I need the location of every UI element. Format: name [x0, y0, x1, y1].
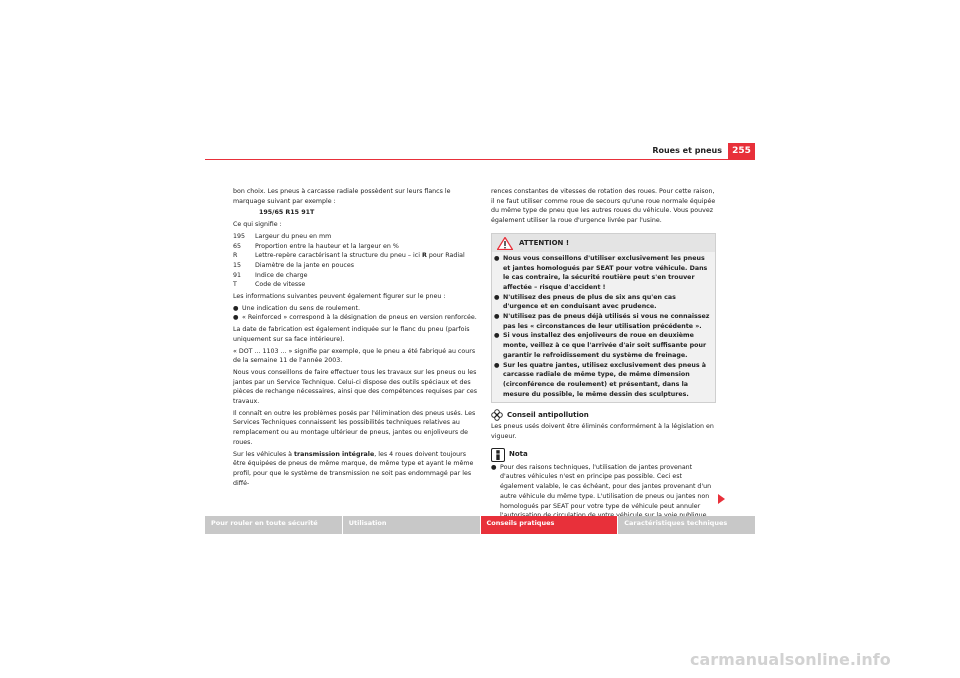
- definition-text: Code de vitesse: [255, 281, 306, 289]
- attention-text: Si vous installez des enjoliveurs de roue en deuxième monte, veillez à ce que l'arrivée d'air soit suffisante pour garantir le refroidissement du système de freinage.: [503, 332, 707, 359]
- tab-safety[interactable]: Pour rouler en toute sécurité: [205, 516, 343, 534]
- definition-item: [233, 251, 479, 261]
- definition-text-before: Lettre-repère caractérisant la structure du pneu – ici: [255, 252, 422, 260]
- info-note-icon: [491, 448, 505, 462]
- environment-header: [491, 409, 716, 421]
- bullet-icon: ●: [233, 314, 239, 322]
- bullet-icon: ●: [491, 463, 497, 471]
- tab-operation[interactable]: Utilisation: [343, 516, 481, 534]
- text-run: Sur les véhicules à: [233, 450, 295, 458]
- bullet-text: Une indication du sens de roulement.: [242, 304, 361, 312]
- tire-marking-example: 195/65 R15 91T: [259, 209, 315, 217]
- page-number: 255: [728, 143, 755, 159]
- text-run: , les 4 roues doivent toujours être équipées de pneus de même marque, de même type et ayant le même profil, pour que le système de transmission ne soit pas endommagé par les diffé-: [233, 450, 474, 487]
- definition-text-after: pour Radial: [426, 252, 465, 260]
- attention-body: [492, 254, 715, 400]
- attention-title: ATTENTION !: [519, 238, 570, 247]
- paragraph: Les informations suivantes peuvent également figurer sur le pneu :: [233, 293, 446, 301]
- attention-item: [494, 361, 713, 400]
- paragraph: La date de fabrication est également indiquée sur le flanc du pneu (parfois uniquement sur sa face intérieure).: [233, 326, 470, 343]
- definition-item: [233, 242, 479, 252]
- definition-text: Largeur du pneu en mm: [255, 232, 332, 240]
- note-header: [491, 448, 716, 462]
- attention-item: [494, 293, 713, 312]
- bullet-icon: ●: [494, 332, 500, 340]
- chapter-tabs: [205, 516, 755, 534]
- paragraph: bon choix. Les pneus à carcasse radiale possèdent sur leurs flancs le marquage suivant par exemple :: [233, 188, 451, 205]
- definition-key: 195: [233, 232, 246, 240]
- definition-text: [255, 251, 465, 261]
- paragraph: [233, 450, 479, 489]
- attention-item: [494, 331, 713, 360]
- definition-key: 65: [233, 242, 242, 250]
- paragraph: « DOT ... 1103 ... » signifie par exemple, que le pneu a été fabriqué au cours de la semaine 11 de l'année 2003.: [233, 347, 476, 365]
- attention-header: [492, 234, 715, 252]
- environment-title: Conseil antipollution: [507, 410, 589, 419]
- left-column: [233, 187, 479, 490]
- header-divider: [205, 159, 755, 160]
- note-title: Nota: [509, 449, 528, 458]
- attention-text: Sur les quatre jantes, utilisez exclusivement des pneus à carcasse radiale de même type, de même dimension (circonférence de roulement) et présentant, dans la mesure du possible, le même dessin des sculptures.: [503, 361, 707, 398]
- note-text: Pour des raisons techniques, l'utilisation de jantes provenant d'autres véhicules n'est en principe pas possible. Ceci est également valable, le cas échéant, pour des jantes provenant d'un autre véhicule du même type. L'utilisation de pneus ou jantes non homologués par SEAT pour votre type de véhicule peut annuler: [500, 463, 712, 510]
- bullet-icon: ●: [494, 254, 500, 262]
- definition-text: Proportion entre la hauteur et la largeur en %: [255, 242, 399, 250]
- watermark: carmanualsonline.info: [690, 650, 891, 669]
- bullet-icon: ●: [494, 313, 500, 321]
- attention-item: [494, 312, 713, 331]
- paragraph: Ce qui signifie :: [233, 221, 282, 229]
- definition-key: R: [233, 252, 238, 260]
- definition-text: Diamètre de la jante en pouces: [255, 261, 355, 269]
- attention-box: [491, 233, 716, 404]
- environment-text: Les pneus usés doivent être éliminés conformément à la législation en vigueur.: [491, 423, 714, 441]
- warning-icon: [497, 237, 513, 250]
- section-title: Roues et pneus: [652, 146, 722, 155]
- attention-item: [494, 254, 713, 293]
- note-item: [491, 463, 716, 521]
- definition-item: [233, 232, 479, 242]
- bullet-icon: ●: [494, 361, 500, 369]
- bullet-icon: ●: [233, 304, 239, 312]
- definition-text-bold: R: [421, 252, 427, 260]
- definition-list: [233, 232, 479, 290]
- text-run-bold: transmission intégrale: [294, 450, 375, 458]
- tab-technical-data[interactable]: Caractéristiques techniques: [618, 516, 755, 534]
- paragraph: Nous vous conseillons de faire effectuer tous les travaux sur les pneus ou les jantes par un Service Technique. Celui-ci dispose des outils spéciaux et des pièces de rechange nécessaires, ainsi que des compétences requises par ces travaux.: [233, 368, 478, 406]
- definition-key: 15: [233, 261, 242, 269]
- bullet-text: « Reinforced » correspond à la désignation de pneus en version renforcée.: [242, 314, 477, 322]
- definition-item: [233, 271, 479, 281]
- attention-text: Nous vous conseillons d'utiliser exclusivement les pneus et jantes homologués par SEAT pour votre véhicule. Dans le cas contraire, la sécurité routière peut s'en trouver affectée – risque d'accident !: [503, 254, 708, 291]
- bullet-icon: ●: [494, 293, 500, 301]
- definition-item: [233, 261, 479, 271]
- definition-text: Indice de charge: [255, 271, 308, 279]
- attention-text: N'utilisez des pneus de plus de six ans qu'en cas d'urgence et en conduisant avec prudence.: [503, 293, 676, 311]
- flower-icon: [491, 409, 503, 421]
- definition-item: [233, 280, 479, 290]
- definition-key: 91: [233, 271, 242, 279]
- attention-text: N'utilisez pas de pneus déjà utilisés si vous ne connaissez pas les « circonstances de leur utilisation précédente ».: [503, 313, 710, 330]
- paragraph: Il connaît en outre les problèmes posés par l'élimination des pneus usés. Les Services Techniques connaissent les possibilités techniques relatives au remplacement ou au montage ultérieur de pneus, jantes ou enjoliveurs de roues.: [233, 409, 476, 446]
- paragraph: rences constantes de vitesses de rotation des roues. Pour cette raison, il ne faut utiliser comme roue de secours qu'une roue normale équipée du même type de pneu que les autres roues du véhicule. Vous pouvez également utiliser la roue d'urgence livrée par l'usine.: [491, 188, 716, 225]
- bullet-item: [233, 304, 479, 314]
- next-page-arrow-icon[interactable]: [718, 494, 725, 504]
- definition-key: T: [233, 281, 237, 289]
- bullet-item: [233, 313, 479, 323]
- right-column: [491, 187, 716, 521]
- tab-practical-tips[interactable]: Conseils pratiques: [481, 516, 619, 534]
